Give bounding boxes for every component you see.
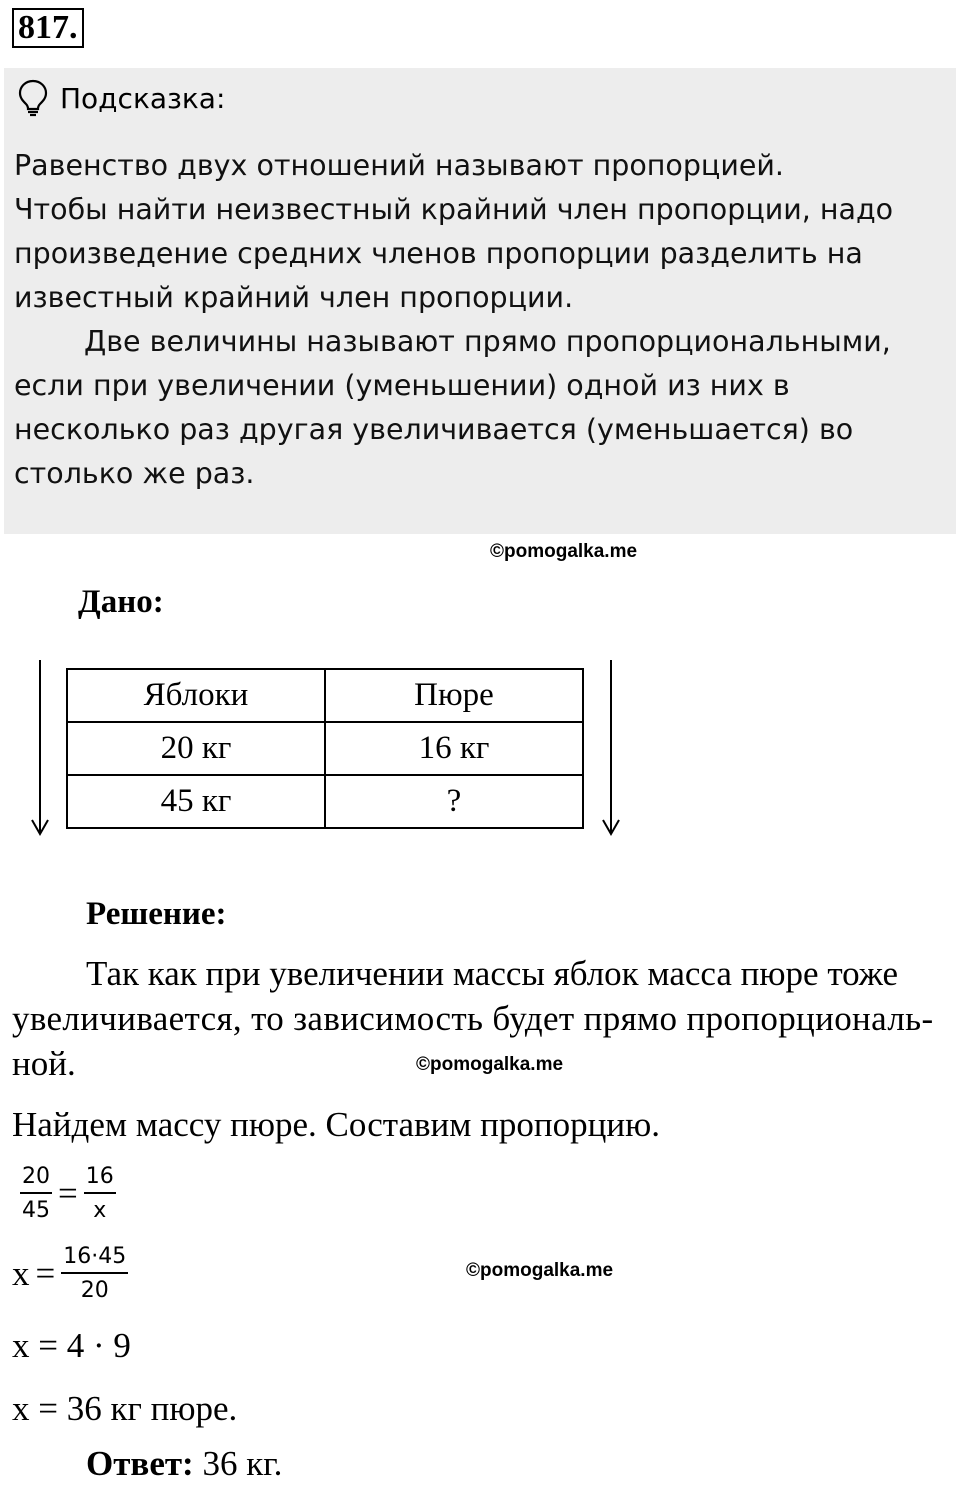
hint-line: Чтобы найти неизвестный крайний член пропорции, надо xyxy=(14,193,894,226)
equals-sign: = xyxy=(35,1254,56,1293)
equation-line: x = 4 · 9 xyxy=(12,1326,131,1365)
problem-number: 817. xyxy=(12,8,84,48)
denominator: 45 xyxy=(22,1198,50,1223)
solution-label: Решение: xyxy=(86,896,227,932)
equation-x-fraction xyxy=(12,1244,128,1304)
find-mass-line: Найдем массу пюре. Составим пропорцию. xyxy=(12,1105,660,1144)
watermark: ©pomogalka.me xyxy=(416,1054,564,1075)
watermark: ©pomogalka.me xyxy=(490,541,638,562)
numerator: 16·45 xyxy=(61,1244,128,1274)
arrow-down-icon xyxy=(30,660,50,838)
hint-title: Подсказка: xyxy=(60,81,226,115)
table-cell: 45 кг xyxy=(67,775,325,828)
hint-header xyxy=(18,80,225,116)
table-header-cell: Яблоки xyxy=(67,669,325,722)
hint-line: Две величины называют прямо пропорциональными, xyxy=(84,325,891,358)
watermark: ©pomogalka.me xyxy=(466,1260,614,1281)
solution-text-line: увеличивается, то зависимость будет прямо пропорциональ- xyxy=(12,999,934,1038)
answer-line xyxy=(86,1444,282,1484)
table-cell: 20 кг xyxy=(67,722,325,775)
table-cell: 16 кг xyxy=(325,722,583,775)
equation-proportion xyxy=(20,1164,116,1224)
fraction xyxy=(84,1164,116,1224)
solution-text-line: ной. xyxy=(12,1044,76,1083)
table-row xyxy=(67,775,583,828)
hint-line: произведение средних членов пропорции разделить на xyxy=(14,237,863,270)
hint-text xyxy=(14,144,944,496)
fraction xyxy=(61,1244,128,1304)
arrow-down-icon xyxy=(601,660,621,838)
table-row xyxy=(67,722,583,775)
equation-line: x = 36 кг пюре. xyxy=(12,1389,238,1428)
denominator: 20 xyxy=(80,1278,109,1303)
given-table xyxy=(66,668,584,829)
answer-label: Ответ: xyxy=(86,1444,194,1483)
numerator: 20 xyxy=(20,1164,52,1194)
table-cell: ? xyxy=(325,775,583,828)
numerator: 16 xyxy=(84,1164,116,1194)
hint-line: Равенство двух отношений называют пропорцией. xyxy=(14,149,784,182)
hint-line: известный крайний член пропорции. xyxy=(14,281,574,314)
hint-line: столько же раз. xyxy=(14,457,255,490)
fraction xyxy=(20,1164,52,1224)
table-header-cell: Пюре xyxy=(325,669,583,722)
solution-text-line: Так как при увеличении массы яблок масса пюре тоже xyxy=(86,954,899,993)
hint-box xyxy=(4,68,956,534)
equals-sign: = xyxy=(58,1174,78,1213)
hint-line: если при увеличении (уменьшении) одной из них в xyxy=(14,369,790,402)
answer-value: 36 кг. xyxy=(193,1444,283,1483)
lightbulb-icon xyxy=(18,79,48,117)
denominator: x xyxy=(93,1198,107,1223)
table-header-row xyxy=(67,669,583,722)
variable-x: x xyxy=(12,1254,30,1293)
hint-line: несколько раз другая увеличивается (уменьшается) во xyxy=(14,413,854,446)
given-label: Дано: xyxy=(78,584,164,620)
